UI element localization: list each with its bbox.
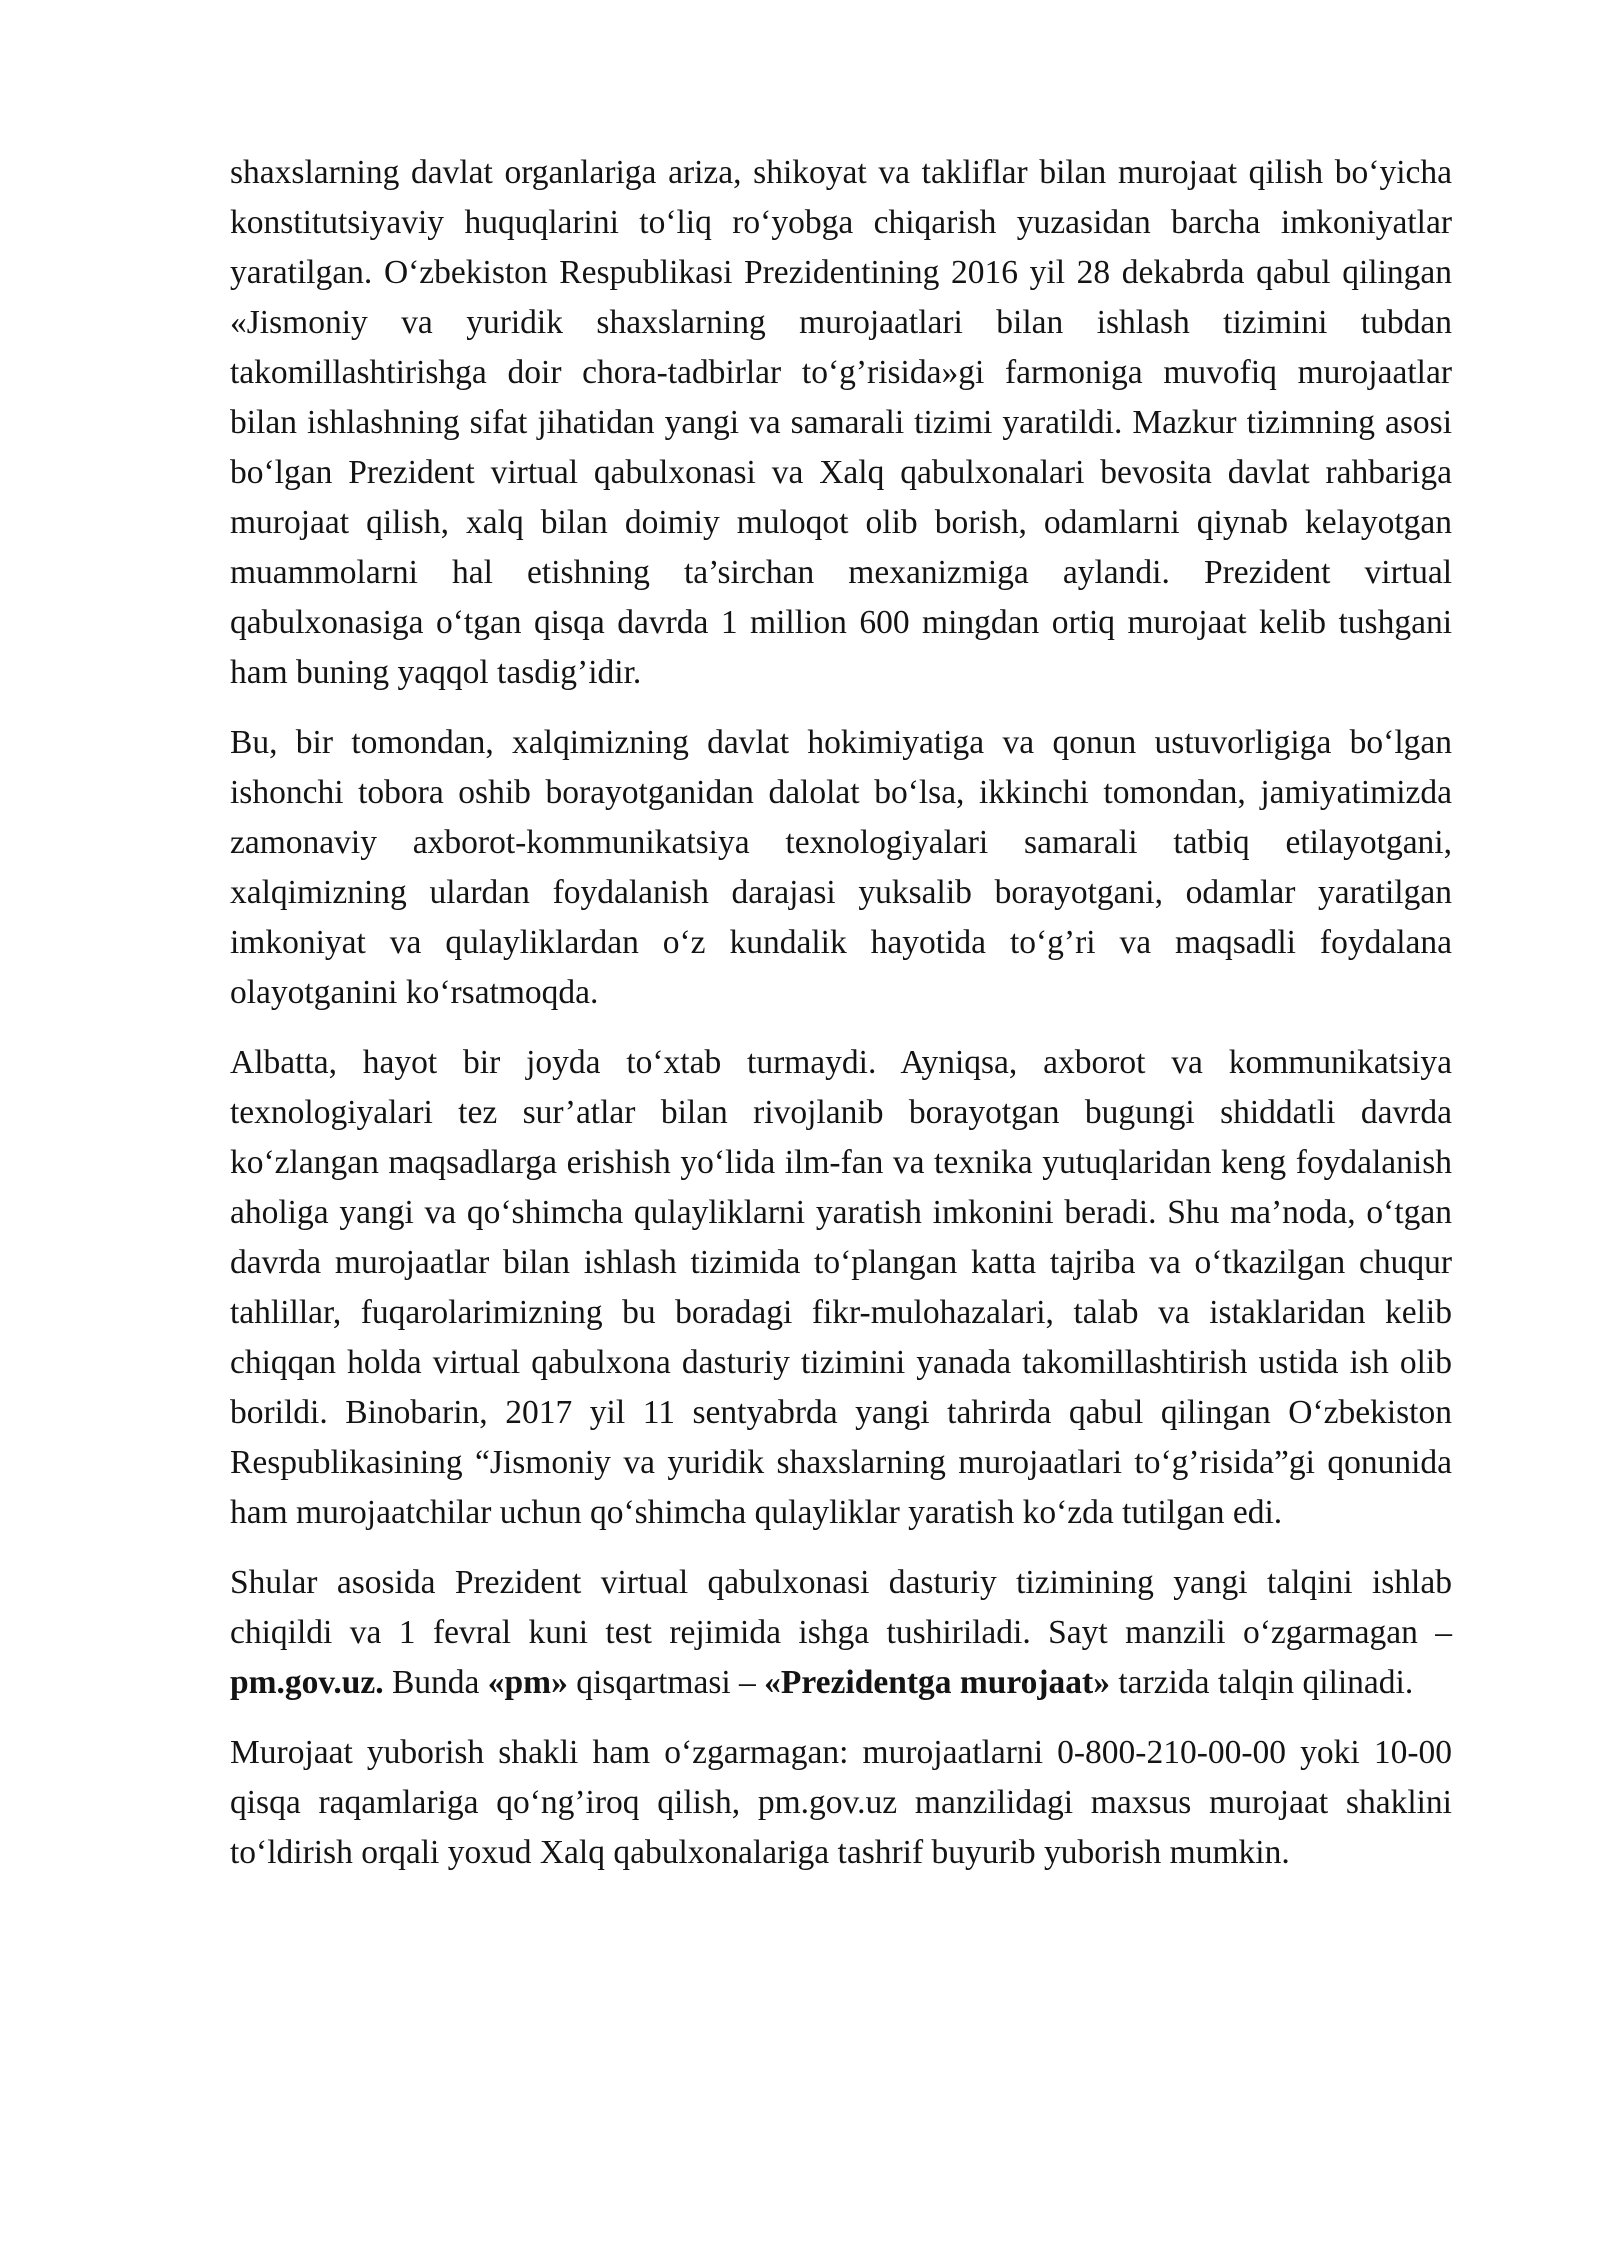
launch-text-part1: Shular asosida Prezident virtual qabulxonasi dasturiy tizimining yangi talqini ishlab chiqildi va 1 fevral kuni test rejimida ishga tushiriladi. Sayt manzili o‘zgarmagan – <box>230 1564 1452 1651</box>
site-address: pm.gov.uz. <box>230 1664 384 1701</box>
launch-text-part4: tarzida talqin qilinadi. <box>1109 1664 1414 1701</box>
launch-text-part2: Bunda <box>383 1664 488 1701</box>
abbreviation: «pm» <box>487 1664 568 1701</box>
paragraph-submission-methods: Murojaat yuborish shakli ham o‘zgarmagan: murojaatlarni 0-800-210-00-00 yoki 10-00 qisqa raqamlariga qo‘ng’iroq qilish, pm.gov.uz manzilidagi maxsus murojaat shaklini to‘ldirish orqali yoxud Xalq qabulxonalariga tashrif buyurib yuborish mumkin. <box>230 1734 1452 1871</box>
paragraph-public-trust: Bu, bir tomondan, xalqimizning davlat hokimiyatiga va qonun ustuvorligiga bo‘lgan ishonchi tobora oshib borayotganidan dalolat bo‘lsa, ikkinchi tomondan, jamiyatimizda zamonaviy axborot-kommunikatsiya texnologiyalari samarali tatbiq etilayotgani, xalqimizning ulardan foydalanish darajasi yuksalib borayotgani, odamlar yaratilgan imkoniyat va qulayliklardan o‘z kundalik hayotida to‘g’ri va maqsadli foydalana olayotganini ko‘rsatmoqda. <box>230 724 1452 1011</box>
document-page <box>230 148 1452 1878</box>
paragraph-system-improvement: Albatta, hayot bir joyda to‘xtab turmaydi. Ayniqsa, axborot va kommunikatsiya texnologiyalari tez sur’atlar bilan rivojlanib borayotgan bugungi shiddatli davrda ko‘zlangan maqsadlarga erishish yo‘lida ilm-fan va texnika yutuqlaridan keng foydalanish aholiga yangi va qo‘shimcha qulayliklarni yaratish imkonini beradi. Shu ma’noda, o‘tgan davrda murojaatlar bilan ishlash tizimida to‘plangan katta tajriba va o‘tkazilgan chuqur tahlillar, fuqarolarimizning bu boradagi fikr-mulohazalari, talab va istaklaridan kelib chiqqan holda virtual qabulxona dasturiy tizimini yanada takomillashtirish ustida ish olib borildi. Binobarin, 2017 yil 11 sentyabrda yangi tahrirda qabul qilingan O‘zbekiston Respublikasining “Jismoniy va yuridik shaxslarning murojaatlari to‘g’risida”gi qonunida ham murojaatchilar uchun qo‘shimcha qulayliklar yaratish ko‘zda tutilgan edi. <box>230 1044 1452 1531</box>
paragraph-new-version-launch <box>230 1558 1452 1708</box>
launch-text-part3: qisqartmasi – <box>567 1664 765 1701</box>
paragraph-citizen-rights: shaxslarning davlat organlariga ariza, shikoyat va takliflar bilan murojaat qilish bo‘yicha konstitutsiyaviy huquqlarini to‘liq ro‘yobga chiqarish yuzasidan barcha imkoniyatlar yaratilgan. O‘zbekiston Respublikasi Prezidentining 2016 yil 28 dekabrda qabul qilingan «Jismoniy va yuridik shaxslarning murojaatlari bilan ishlash tizimini tubdan takomillashtirishga doir chora-tadbirlar to‘g’risida»gi farmoniga muvofiq murojaatlar bilan ishlashning sifat jihatidan yangi va samarali tizimi yaratildi. Mazkur tizimning asosi bo‘lgan Prezident virtual qabulxonasi va Xalq qabulxonalari bevosita davlat rahbariga murojaat qilish, xalq bilan doimiy muloqot olib borish, odamlarni qiynab kelayotgan muammolarni hal etishning ta’sirchan mexanizmiga aylandi. Prezident virtual qabulxonasiga o‘tgan qisqa davrda 1 million 600 mingdan ortiq murojaat kelib tushgani ham buning yaqqol tasdig’idir. <box>230 154 1452 691</box>
abbreviation-meaning: «Prezidentga murojaat» <box>764 1664 1110 1701</box>
